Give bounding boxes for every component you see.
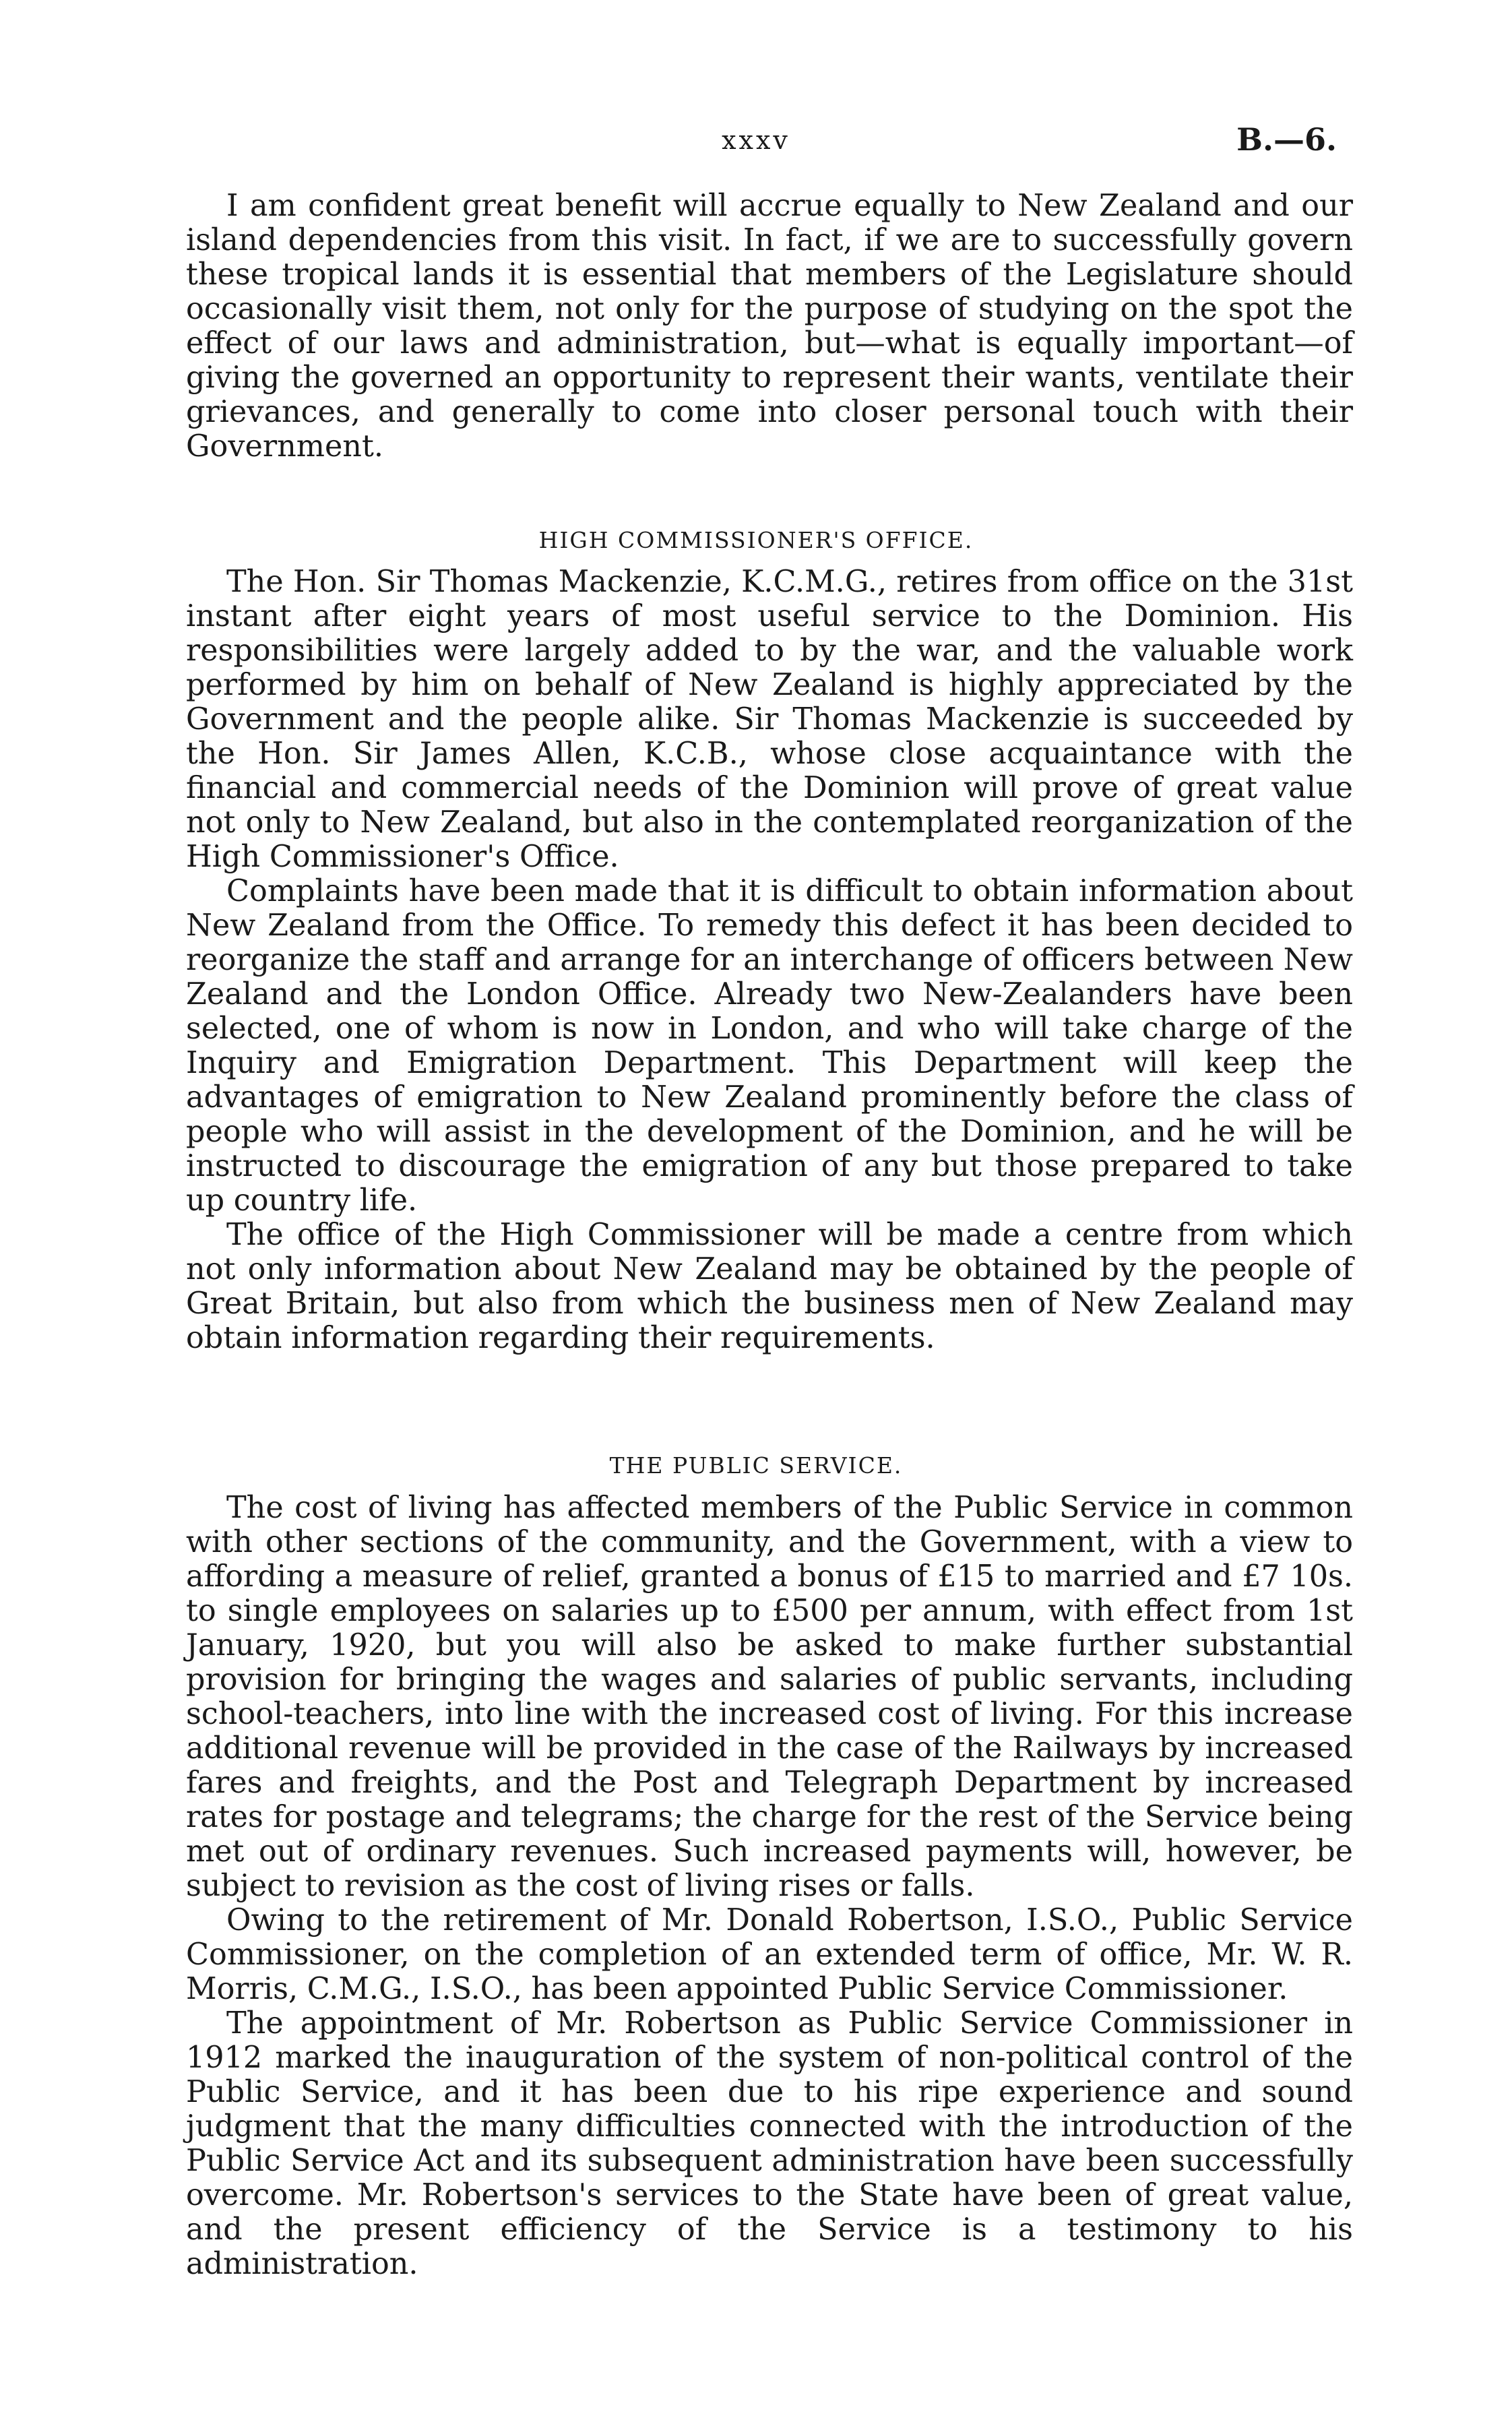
high-commissioner-paragraph-2: Complaints have been made that it is difficult to obtain information about New Zealand from the Office. To remedy this defect it has been decided to reorganize the staff and arrange for an interchange of officers between New Zealand and the London Office. Already two New-Zealanders have been selected, one of whom is now in London, and who will take charge of the Inquiry and Emigration Department. This Department will keep the advantages of emigration to New Zealand prominently before the class of people who will assist in the development of the Dominion, and he will be instructed to discourage the emigration of any but those prepared to take up country life. <box>186 874 1353 1218</box>
document-reference: B.—6. <box>1236 121 1337 158</box>
intro-section <box>186 189 1353 464</box>
high-commissioner-paragraph-3: The office of the High Commissioner will be made a centre from which not only information about New Zealand may be obtained by the people of Great Britain, but also from which the business men of New Zealand may obtain information regarding their requirements. <box>186 1218 1353 1355</box>
page-number: xxxv <box>722 125 790 155</box>
section-heading-high-commissioner: HIGH COMMISSIONER'S OFFICE. <box>538 527 974 553</box>
public-service-paragraph-1: The cost of living has affected members of the Public Service in common with other sections of the community, and the Government, with a view to affording a measure of relief, granted a bonus of £15 to married and £7 10s. to single employees on salaries up to £500 per annum, with effect from 1st January, 1920, but you will also be asked to make further substantial provision for bringing the wages and salaries of public servants, including school-teachers, into line with the increased cost of living. For this increase additional revenue will be provided in the case of the Railways by increased fares and freights, and the Post and Telegraph Department by increased rates for postage and telegrams; the charge for the rest of the Service being met out of ordinary revenues. Such increased payments will, however, be subject to revision as the cost of living rises or falls. <box>186 1491 1353 1903</box>
section-heading-public-service: THE PUBLIC SERVICE. <box>609 1452 903 1479</box>
public-service-paragraph-3: The appointment of Mr. Robertson as Public Service Commissioner in 1912 marked the inauguration of the system of non-political control of the Public Service, and it has been due to his ripe experience and sound judgment that the many difficulties connected with the introduction of the Public Service Act and its subsequent administration have been successfully overcome. Mr. Robertson's services to the State have been of great value, and the present efficiency of the Service is a testimony to his administration. <box>186 2006 1353 2281</box>
high-commissioner-paragraph-1: The Hon. Sir Thomas Mackenzie, K.C.M.G., retires from office on the 31st instant after eight years of most useful service to the Dominion. His responsibilities were largely added to by the war, and the valuable work performed by him on behalf of New Zealand is highly appreciated by the Government and the people alike. Sir Thomas Mackenzie is succeeded by the Hon. Sir James Allen, K.C.B., whose close acquaintance with the financial and commercial needs of the Dominion will prove of great value not only to New Zealand, but also in the contemplated reorganization of the High Commissioner's Office. <box>186 565 1353 874</box>
intro-paragraph: I am confident great benefit will accrue equally to New Zealand and our island dependencies from this visit. In fact, if we are to successfully govern these tropical lands it is essential that members of the Legislature should occasionally visit them, not only for the purpose of studying on the spot the effect of our laws and administration, but—what is equally important—of giving the governed an opportunity to represent their wants, ventilate their grievances, and generally to come into closer personal touch with their Government. <box>186 189 1353 464</box>
public-service-section <box>186 1491 1353 2281</box>
high-commissioner-section <box>186 565 1353 1355</box>
public-service-paragraph-2: Owing to the retirement of Mr. Donald Robertson, I.S.O., Public Service Commissioner, on the completion of an extended term of office, Mr. W. R. Morris, C.M.G., I.S.O., has been appointed Public Service Commissioner. <box>186 1903 1353 2006</box>
